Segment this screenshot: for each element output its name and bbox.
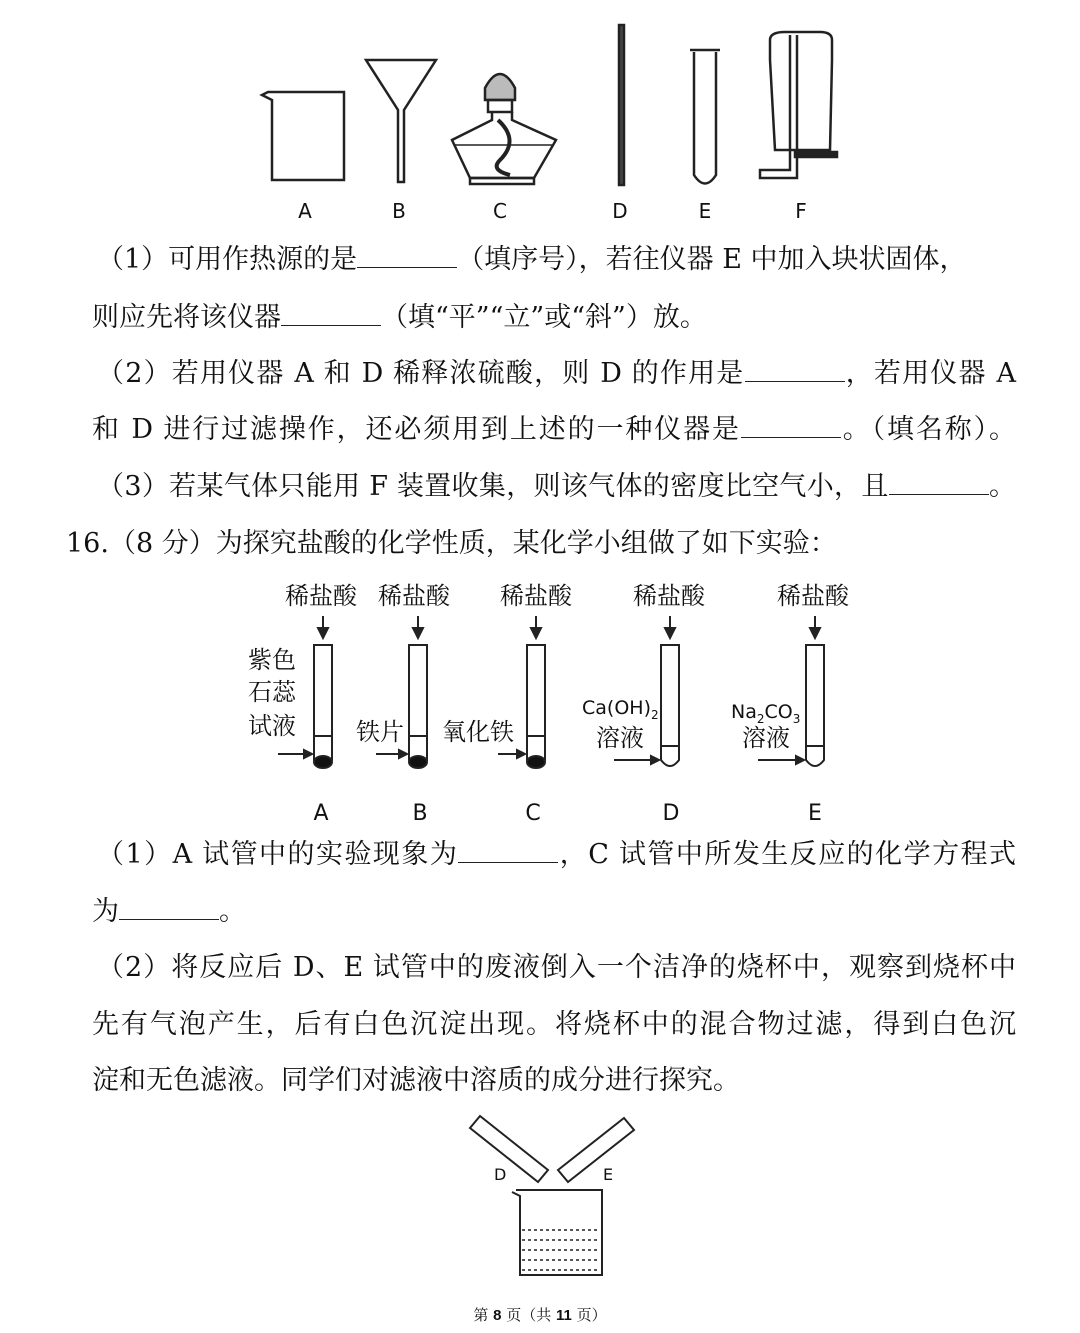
tube-label-c: C bbox=[525, 801, 541, 826]
footer-prefix: 第 bbox=[473, 1306, 489, 1324]
text-line bbox=[92, 301, 707, 335]
text-segment: 为 bbox=[92, 896, 119, 927]
solid-sample bbox=[314, 756, 332, 768]
page-footer bbox=[0, 1304, 1080, 1325]
arrowhead bbox=[796, 756, 804, 764]
tube-label-a: A bbox=[313, 801, 329, 826]
experiment-figure bbox=[0, 570, 1080, 830]
arrowhead bbox=[413, 628, 423, 638]
text-segment: ，若用仪器 A bbox=[844, 358, 1016, 389]
beaker bbox=[512, 1190, 602, 1275]
text-line bbox=[97, 470, 1016, 504]
answer-blank[interactable] bbox=[119, 895, 219, 920]
glass-rod-d bbox=[619, 25, 624, 185]
text-line bbox=[66, 527, 837, 561]
text-segment: 先有气泡产生，后有白色沉淀出现。将烧杯中的混合物过滤，得到白色沉 bbox=[92, 1009, 1016, 1040]
text-segment: （1）A 试管中的实验现象为 bbox=[97, 839, 459, 870]
text-segment: 16.（8 分）为探究盐酸的化学性质，某化学小组做了如下实验： bbox=[66, 528, 837, 559]
text-line bbox=[92, 1008, 1016, 1042]
reagent-b: 铁片 bbox=[356, 718, 404, 746]
test-tube-e bbox=[690, 50, 720, 184]
reagent-d-formula: $Ca(OH)_2$ bbox=[582, 697, 659, 722]
arrowhead bbox=[651, 756, 659, 764]
answer-blank[interactable] bbox=[889, 470, 989, 495]
text-segment: （2）将反应后 D、E 试管中的废液倒入一个洁净的烧杯中，观察到烧杯中 bbox=[97, 952, 1016, 983]
text-line bbox=[97, 357, 1016, 391]
gas-bottle-f bbox=[760, 32, 837, 178]
reagent-e-solution: 溶液 bbox=[742, 724, 790, 752]
arrowhead bbox=[517, 750, 525, 758]
text-segment: ，C 试管中所发生反应的化学方程式 bbox=[558, 839, 1016, 870]
reagent-a-2: 石蕊 bbox=[248, 678, 296, 706]
text-segment: 。（填名称）。 bbox=[840, 414, 1017, 445]
text-segment: （3）若某气体只能用 F 装置收集，则该气体的密度比空气小，且 bbox=[97, 471, 889, 502]
test-tube bbox=[806, 645, 824, 766]
answer-blank[interactable] bbox=[745, 357, 845, 382]
reagent-c: 氧化铁 bbox=[442, 718, 514, 746]
answer-blank[interactable] bbox=[741, 413, 841, 438]
text-segment: 和 D 进行过滤操作，还必须用到上述的一种仪器是 bbox=[92, 414, 741, 445]
text-line bbox=[97, 838, 1016, 872]
text-segment: 。 bbox=[219, 896, 246, 927]
reagent-a-3: 试液 bbox=[248, 712, 296, 740]
text-segment: （2）若用仪器 A 和 D 稀释浓硫酸，则 D 的作用是 bbox=[97, 358, 745, 389]
text-segment: 则应先将该仪器 bbox=[92, 302, 281, 333]
funnel-b bbox=[366, 60, 436, 182]
acid-label-d: 稀盐酸 bbox=[633, 582, 705, 610]
footer-mid: 页（共 bbox=[506, 1306, 552, 1324]
arrowhead bbox=[399, 750, 407, 758]
text-segment: （填序号），若往仪器 E 中加入块状固体， bbox=[457, 244, 967, 275]
arrowhead bbox=[665, 628, 675, 638]
test-tube bbox=[409, 645, 427, 766]
answer-blank[interactable] bbox=[281, 301, 381, 326]
arrowhead bbox=[304, 750, 312, 758]
text-segment: 。 bbox=[988, 471, 1017, 502]
text-line bbox=[92, 1064, 740, 1098]
arrowhead bbox=[318, 628, 328, 638]
tube-label-e: E bbox=[808, 801, 822, 826]
page-total: 11 bbox=[556, 1307, 572, 1324]
apparatus-label-a: A bbox=[298, 199, 312, 223]
text-line bbox=[92, 895, 246, 929]
acid-label-c: 稀盐酸 bbox=[500, 582, 572, 610]
answer-blank[interactable] bbox=[357, 243, 457, 268]
apparatus-label-f: F bbox=[795, 199, 807, 223]
footer-suffix: 页） bbox=[576, 1306, 607, 1324]
solid-sample bbox=[409, 756, 427, 768]
pour-label-d: D bbox=[494, 1165, 507, 1184]
pour-label-e: E bbox=[603, 1165, 614, 1184]
page-number: 8 bbox=[493, 1307, 502, 1324]
arrowhead bbox=[810, 628, 820, 638]
test-tube bbox=[661, 645, 679, 766]
acid-label-a: 稀盐酸 bbox=[285, 582, 357, 610]
solid-sample bbox=[527, 756, 545, 768]
text-line bbox=[97, 951, 1016, 985]
tube-label-b: B bbox=[412, 801, 428, 826]
apparatus-label-c: C bbox=[493, 199, 507, 223]
text-line bbox=[97, 243, 967, 277]
apparatus-label-b: B bbox=[392, 199, 406, 223]
reagent-a-1: 紫色 bbox=[248, 646, 296, 674]
apparatus-figure bbox=[0, 0, 1080, 230]
answer-blank[interactable] bbox=[458, 838, 558, 863]
beaker-a bbox=[262, 92, 344, 180]
reagent-d-solution: 溶液 bbox=[596, 724, 644, 752]
tube-label-d: D bbox=[662, 801, 680, 826]
alcohol-lamp-c bbox=[452, 74, 556, 184]
apparatus-label-e: E bbox=[698, 199, 712, 223]
acid-label-b: 稀盐酸 bbox=[378, 582, 450, 610]
tube-e-tilted bbox=[558, 1118, 634, 1182]
text-line bbox=[92, 413, 1016, 447]
arrowhead bbox=[531, 628, 541, 638]
test-tube bbox=[527, 645, 545, 766]
text-segment: （填“平”“立”或“斜”）放。 bbox=[381, 302, 707, 333]
tube-d-tilted bbox=[470, 1116, 548, 1182]
text-segment: （1）可用作热源的是 bbox=[97, 244, 358, 275]
test-tube bbox=[314, 645, 332, 766]
acid-label-e: 稀盐酸 bbox=[777, 582, 849, 610]
text-segment: 淀和无色滤液。同学们对滤液中溶质的成分进行探究。 bbox=[92, 1065, 740, 1096]
reagent-e-formula: $Na_2CO_3$ bbox=[731, 701, 801, 726]
apparatus-label-d: D bbox=[612, 199, 628, 223]
pouring-figure bbox=[0, 1110, 1080, 1310]
